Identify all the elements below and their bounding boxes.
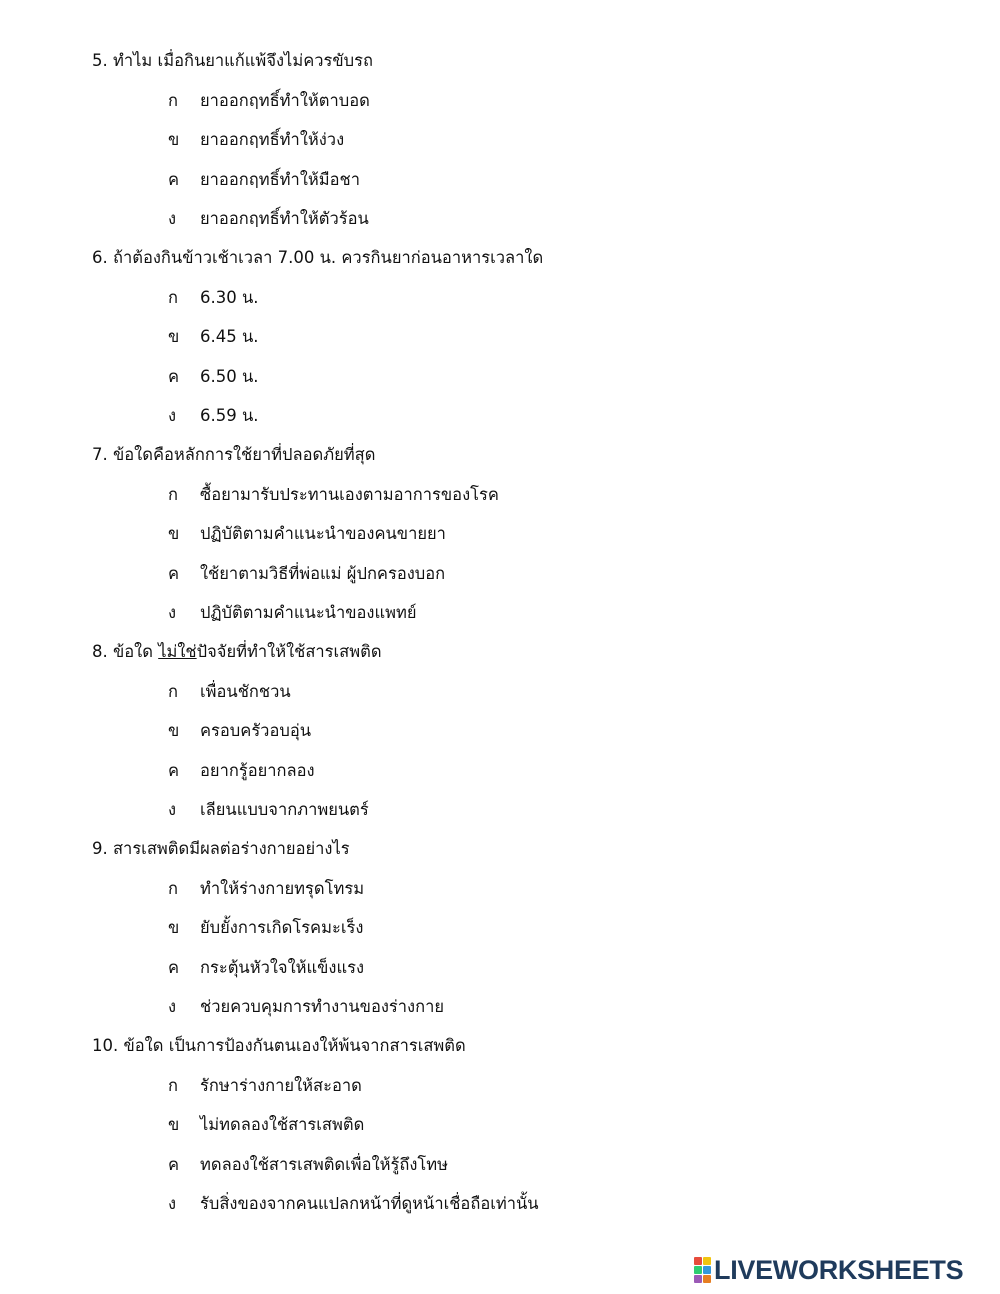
option-letter: ค <box>168 367 180 386</box>
option-text: 6.59 น. <box>200 406 259 425</box>
option-text: ทดลองใช้สารเสพติดเพื่อให้รู้ถึงโทษ <box>200 1155 449 1174</box>
option-10-b[interactable] <box>0 1113 1000 1137</box>
option-text: เลียนแบบจากภาพยนตร์ <box>200 800 369 819</box>
option-10-d[interactable] <box>0 1192 1000 1216</box>
question-6: 6. ถ้าต้องกินข้าวเช้าเวลา 7.00 น. ควรกินยาก่อนอาหารเวลาใด <box>92 248 544 267</box>
option-text: 6.30 น. <box>200 288 259 307</box>
option-text: 6.50 น. <box>200 367 259 386</box>
option-letter: ข <box>168 524 180 543</box>
option-text: ซื้อยามารับประทานเองตามอาการของโรค <box>200 485 499 504</box>
option-text: ทำให้ร่างกายทรุดโทรม <box>200 879 365 898</box>
option-text: ยาออกฤทธิ์ทำให้ง่วง <box>200 130 345 149</box>
option-letter: ค <box>168 1155 180 1174</box>
option-9-b[interactable] <box>0 916 1000 940</box>
question-5: 5. ทำไม เมื่อกินยาแก้แพ้จึงไม่ควรขับรถ <box>92 51 373 70</box>
logo-icon-cell <box>694 1257 702 1265</box>
option-letter: ข <box>168 1115 180 1134</box>
option-letter: ค <box>168 761 180 780</box>
option-10-c[interactable] <box>0 1153 1000 1177</box>
option-text: ช่วยควบคุมการทำงานของร่างกาย <box>200 997 445 1016</box>
option-letter: ข <box>168 918 180 937</box>
option-5-c[interactable] <box>0 168 1000 192</box>
option-8-a[interactable] <box>0 680 1000 704</box>
option-text: ไม่ทดลองใช้สารเสพติด <box>200 1115 365 1134</box>
option-letter: ค <box>168 170 180 189</box>
option-text: รับสิ่งของจากคนแปลกหน้าที่ดูหน้าเชื่อถือเท่านั้น <box>200 1194 539 1213</box>
option-7-c[interactable] <box>0 562 1000 586</box>
option-letter: ก <box>168 682 178 701</box>
option-letter: ข <box>168 327 180 346</box>
option-letter: ง <box>168 1194 177 1213</box>
option-6-d[interactable] <box>0 404 1000 428</box>
option-text: กระตุ้นหัวใจให้แข็งแรง <box>200 958 365 977</box>
option-letter: ง <box>168 997 177 1016</box>
option-text: ใช้ยาตามวิธีที่พ่อแม่ ผู้ปกครองบอก <box>200 564 446 583</box>
logo-icon-cell <box>703 1257 711 1265</box>
option-8-c[interactable] <box>0 759 1000 783</box>
option-letter: ค <box>168 958 180 977</box>
option-text: ครอบครัวอบอุ่น <box>200 721 312 740</box>
option-7-b[interactable] <box>0 522 1000 546</box>
option-9-a[interactable] <box>0 877 1000 901</box>
logo-icon-cell <box>703 1275 711 1283</box>
question-9: 9. สารเสพติดมีผลต่อร่างกายอย่างไร <box>92 839 350 858</box>
option-letter: ก <box>168 1076 178 1095</box>
option-letter: ก <box>168 485 178 504</box>
option-9-d[interactable] <box>0 995 1000 1019</box>
question-8-emphasis: ไม่ใช่ <box>158 642 197 661</box>
option-text: 6.45 น. <box>200 327 259 346</box>
option-text: ปฏิบัติตามคำแนะนำของคนขายยา <box>200 524 446 543</box>
option-6-a[interactable] <box>0 286 1000 310</box>
option-5-d[interactable] <box>0 207 1000 231</box>
option-9-c[interactable] <box>0 956 1000 980</box>
logo-text: LIVEWORKSHEETS <box>714 1254 964 1285</box>
option-letter: ง <box>168 800 177 819</box>
option-letter: ง <box>168 406 177 425</box>
option-5-b[interactable] <box>0 128 1000 152</box>
option-7-d[interactable] <box>0 601 1000 625</box>
question-8 <box>92 640 382 664</box>
question-10: 10. ข้อใด เป็นการป้องกันตนเองให้พ้นจากสารเสพติด <box>92 1036 466 1055</box>
option-letter: ง <box>168 603 177 622</box>
option-6-c[interactable] <box>0 365 1000 389</box>
option-text: ยาออกฤทธิ์ทำให้ตาบอด <box>200 91 370 110</box>
option-letter: ข <box>168 721 180 740</box>
option-8-d[interactable] <box>0 798 1000 822</box>
logo-icon-cell <box>703 1266 711 1274</box>
liveworksheets-logo-icon <box>694 1257 711 1283</box>
option-letter: ก <box>168 879 178 898</box>
option-7-a[interactable] <box>0 483 1000 507</box>
option-text: ปฏิบัติตามคำแนะนำของแพทย์ <box>200 603 417 622</box>
option-text: ยาออกฤทธิ์ทำให้ตัวร้อน <box>200 209 369 228</box>
logo-icon-cell <box>694 1266 702 1274</box>
option-letter: ก <box>168 288 178 307</box>
option-text: รักษาร่างกายให้สะอาด <box>200 1076 362 1095</box>
option-text: อยากรู้อยากลอง <box>200 761 315 780</box>
question-8-suffix: ปัจจัยที่ทำให้ใช้สารเสพติด <box>196 642 382 661</box>
question-7: 7. ข้อใดคือหลักการใช้ยาที่ปลอดภัยที่สุด <box>92 445 376 464</box>
option-letter: ง <box>168 209 177 228</box>
option-text: ยาออกฤทธิ์ทำให้มือชา <box>200 170 361 189</box>
option-5-a[interactable] <box>0 89 1000 113</box>
option-text: เพื่อนชักชวน <box>200 682 291 701</box>
option-6-b[interactable] <box>0 325 1000 349</box>
option-letter: ข <box>168 130 180 149</box>
logo-icon-cell <box>694 1275 702 1283</box>
liveworksheets-logo[interactable] <box>694 1254 963 1286</box>
option-10-a[interactable] <box>0 1074 1000 1098</box>
option-text: ยับยั้งการเกิดโรคมะเร็ง <box>200 918 364 937</box>
question-8-prefix: 8. ข้อใด <box>92 642 159 661</box>
option-letter: ก <box>168 91 178 110</box>
option-8-b[interactable] <box>0 719 1000 743</box>
option-letter: ค <box>168 564 180 583</box>
